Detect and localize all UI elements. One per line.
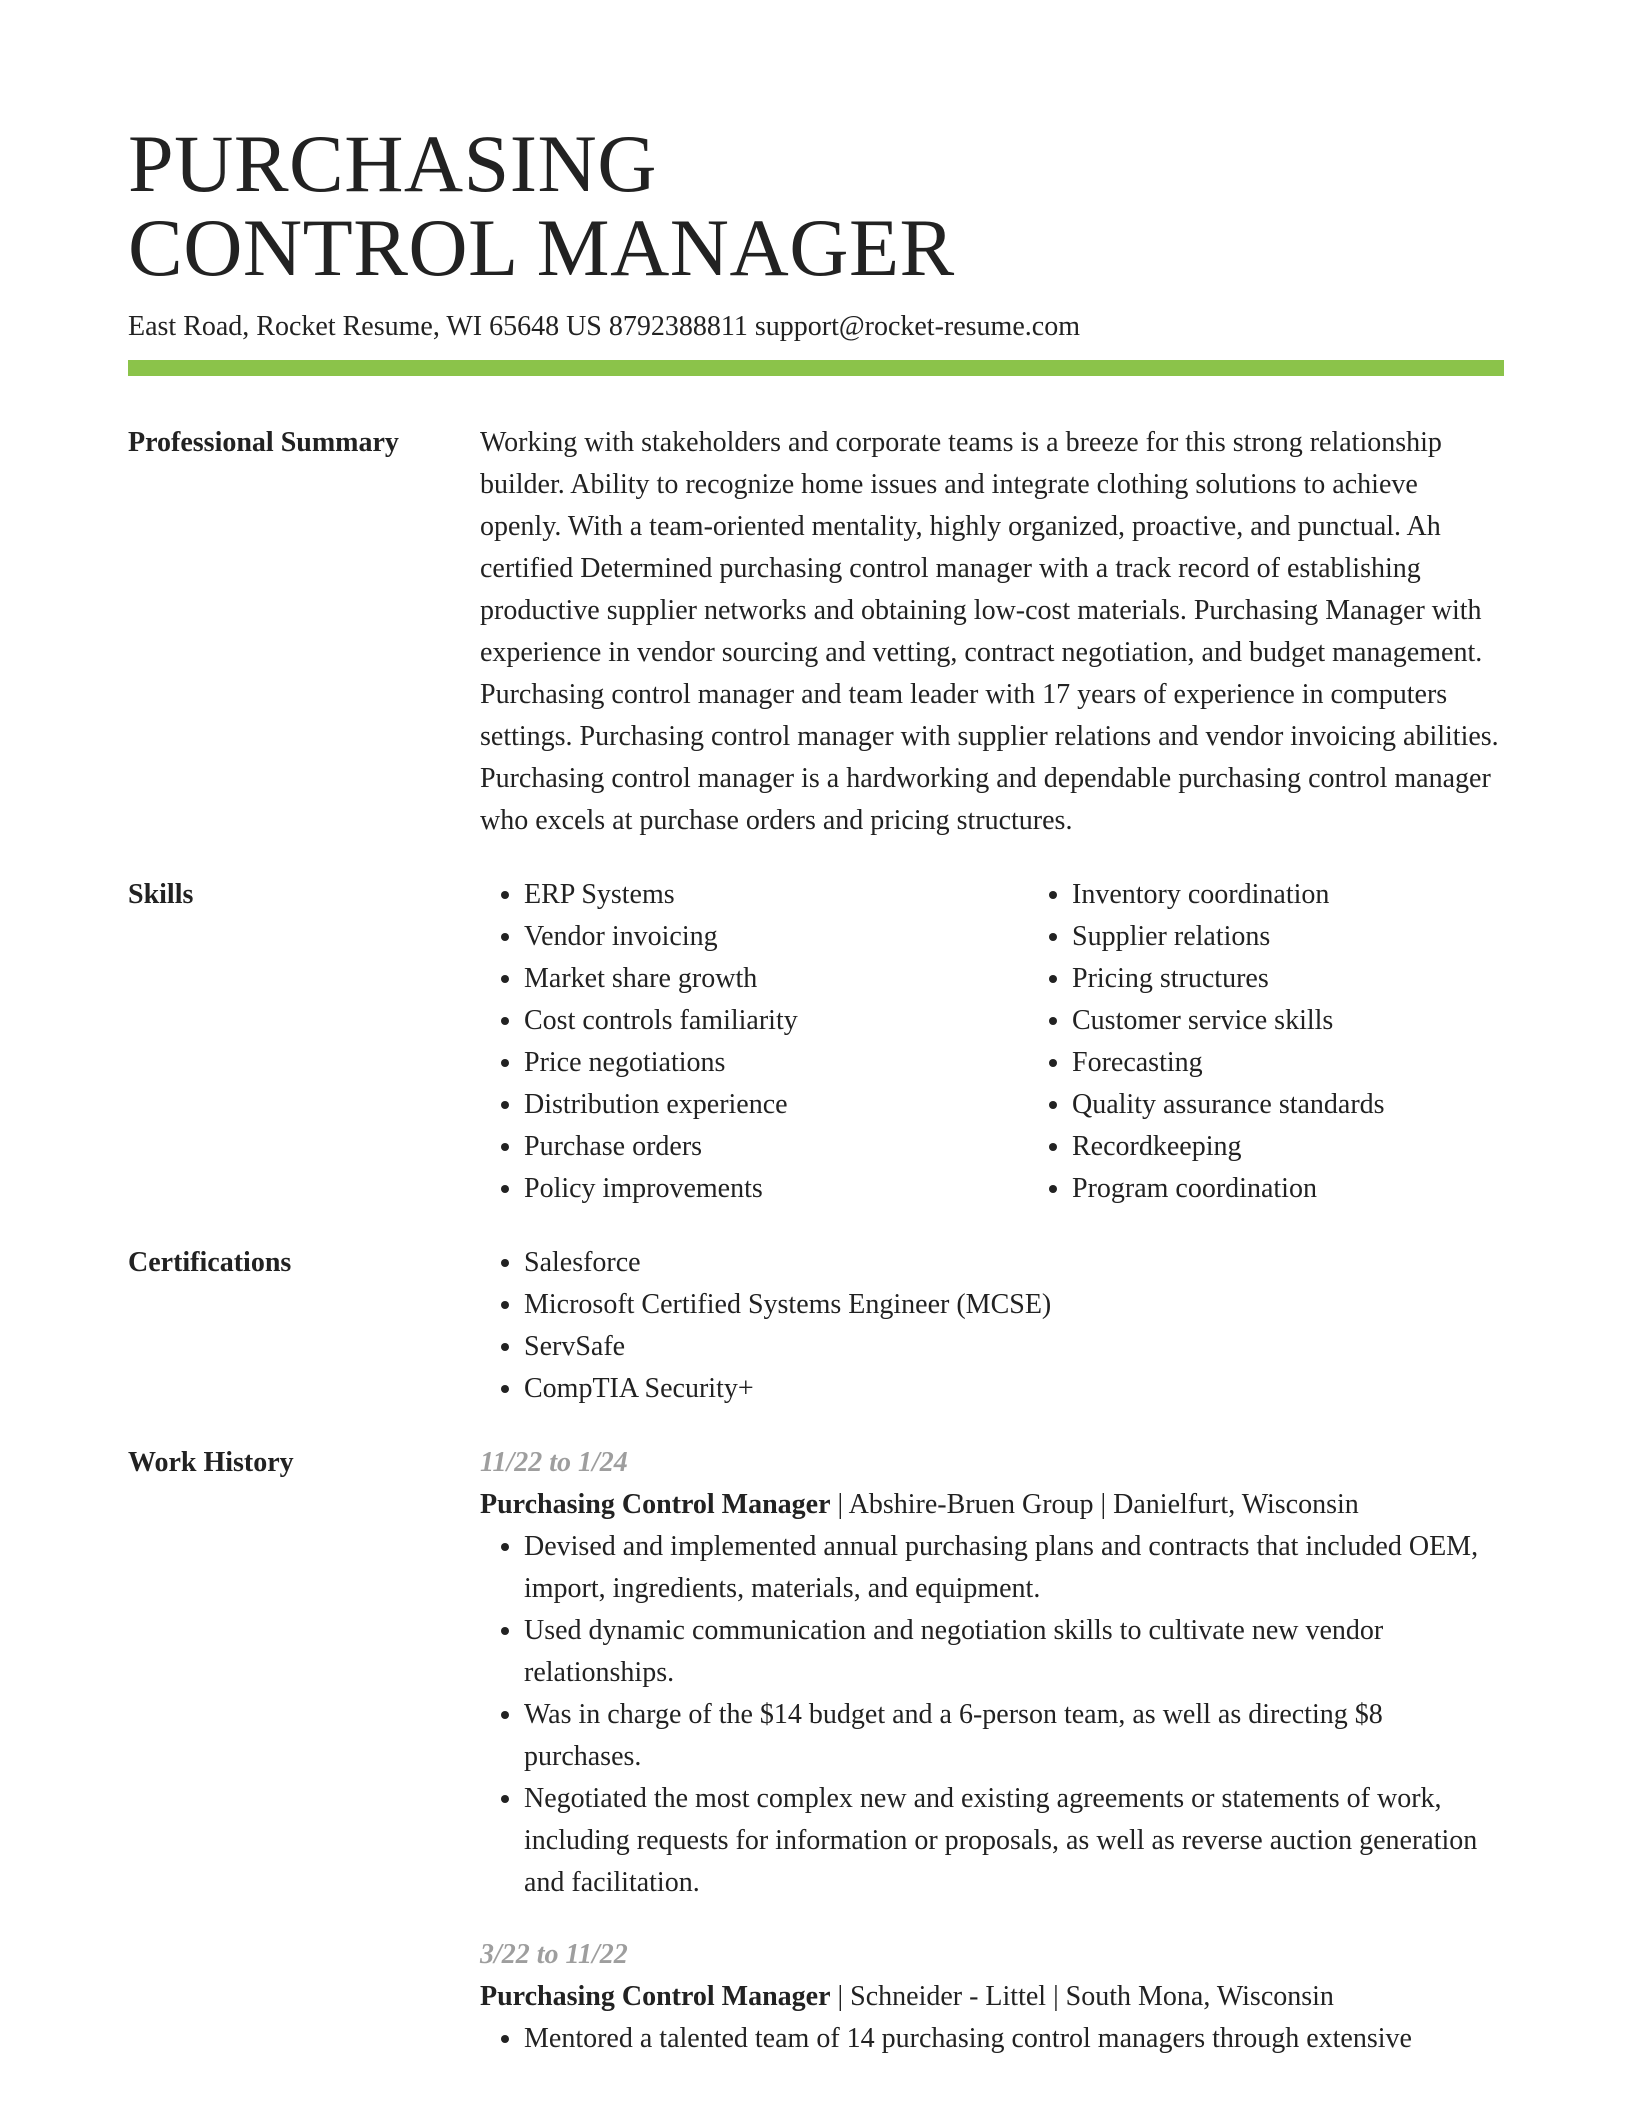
skill-item: • Distribution experience bbox=[524, 1084, 1028, 1126]
job-title-line bbox=[480, 1976, 1504, 2018]
skill-item: • Program coordination bbox=[1072, 1168, 1576, 1210]
work-history-section bbox=[128, 1442, 1504, 2060]
certifications-list bbox=[480, 1242, 1504, 1410]
skill-item: • Inventory coordination bbox=[1072, 874, 1576, 916]
certification-item: • Microsoft Certified Systems Engineer (MCSE) bbox=[524, 1284, 1504, 1326]
certifications-heading: Certifications bbox=[128, 1247, 292, 1278]
skill-item: • Pricing structures bbox=[1072, 958, 1576, 1000]
skill-item: • Cost controls familiarity bbox=[524, 1000, 1028, 1042]
summary-body bbox=[480, 422, 1504, 842]
job-bullet: • Used dynamic communication and negotiation skills to cultivate new vendor relationships. bbox=[524, 1610, 1504, 1694]
job-company-location: | Abshire-Bruen Group | Danielfurt, Wisconsin bbox=[830, 1489, 1359, 1520]
certifications-body bbox=[480, 1242, 1504, 1410]
skill-item: • Price negotiations bbox=[524, 1042, 1028, 1084]
job-bullets bbox=[480, 1526, 1504, 1904]
job-bullet: • Mentored a talented team of 14 purchasing control managers through extensive bbox=[524, 2018, 1504, 2060]
work-history-heading: Work History bbox=[128, 1447, 294, 1478]
contact-address: East Road, Rocket Resume, WI 65648 US bbox=[128, 311, 602, 342]
skills-body bbox=[480, 874, 1576, 1210]
job-role: Purchasing Control Manager bbox=[480, 1981, 831, 2012]
candidate-title-line1: PURCHASING bbox=[128, 118, 657, 209]
job-bullet: • Was in charge of the $14 budget and a 6-person team, as well as directing $8 purchases. bbox=[524, 1694, 1504, 1778]
skill-item: • Customer service skills bbox=[1072, 1000, 1576, 1042]
job-dates: 11/22 to 1/24 bbox=[480, 1447, 628, 1478]
skill-item: • Purchase orders bbox=[524, 1126, 1028, 1168]
job-bullets bbox=[480, 2018, 1504, 2060]
job-bullet: • Devised and implemented annual purchasing plans and contracts that included OEM, import, ingredients, materials, and equipment. bbox=[524, 1526, 1504, 1610]
work-history-body bbox=[480, 1442, 1504, 2060]
candidate-title-line2: CONTROL MANAGER bbox=[128, 202, 955, 293]
skill-item: • ERP Systems bbox=[524, 874, 1028, 916]
job-bullet: • Negotiated the most complex new and existing agreements or statements of work, including requests for information or proposals, as well as reverse auction generation and facilitation. bbox=[524, 1778, 1504, 1904]
job-entry bbox=[480, 1442, 1504, 1904]
job-role: Purchasing Control Manager bbox=[480, 1489, 831, 1520]
skills-heading: Skills bbox=[128, 879, 194, 910]
skill-item: • Market share growth bbox=[524, 958, 1028, 1000]
skills-list-right bbox=[1028, 874, 1576, 1210]
job-entry bbox=[480, 1934, 1504, 2060]
contact-email: support@rocket-resume.com bbox=[754, 311, 1080, 342]
certification-item: • ServSafe bbox=[524, 1326, 1504, 1368]
certification-item: • CompTIA Security+ bbox=[524, 1368, 1504, 1410]
contact-line bbox=[128, 310, 1504, 344]
candidate-title bbox=[128, 118, 1504, 293]
skill-item: • Quality assurance standards bbox=[1072, 1084, 1576, 1126]
summary-section bbox=[128, 422, 1504, 842]
skills-list-left bbox=[480, 874, 1028, 1210]
skill-item: • Recordkeeping bbox=[1072, 1126, 1576, 1168]
contact-phone: 8792388811 bbox=[608, 311, 748, 342]
skill-item: • Supplier relations bbox=[1072, 916, 1576, 958]
summary-text: Working with stakeholders and corporate teams is a breeze for this strong relationship builder. Ability to recognize home issues and integrate clothing solutions to achieve openly. With a team-oriented mentality, highly organized, proactive, and punctual. Ah certified Determined purchasing control manager with a track record of establishing productive supplier networks and obtaining low-cost materials. Purchasing Manager with experience in vendor sourcing and vetting, contract negotiation, and budget management. Purchasing control manager and team leader with 17 years of experience in computers settings. Purchasing control manager with supplier relations and vendor invoicing abilities. Purchasing control manager is a hardworking and dependable purchasing control manager who excels at purchase orders and pricing structures. bbox=[480, 427, 1499, 836]
skill-item: • Forecasting bbox=[1072, 1042, 1576, 1084]
accent-divider bbox=[128, 360, 1504, 376]
skill-item: • Vendor invoicing bbox=[524, 916, 1028, 958]
resume-page bbox=[128, 118, 1504, 2060]
job-company-location: | Schneider - Littel | South Mona, Wisconsin bbox=[830, 1981, 1334, 2012]
summary-heading: Professional Summary bbox=[128, 427, 399, 458]
certifications-section bbox=[128, 1242, 1504, 1410]
job-title-line bbox=[480, 1484, 1504, 1526]
skills-section bbox=[128, 874, 1504, 1210]
certification-item: • Salesforce bbox=[524, 1242, 1504, 1284]
job-dates: 3/22 to 11/22 bbox=[480, 1939, 628, 1970]
skill-item: • Policy improvements bbox=[524, 1168, 1028, 1210]
